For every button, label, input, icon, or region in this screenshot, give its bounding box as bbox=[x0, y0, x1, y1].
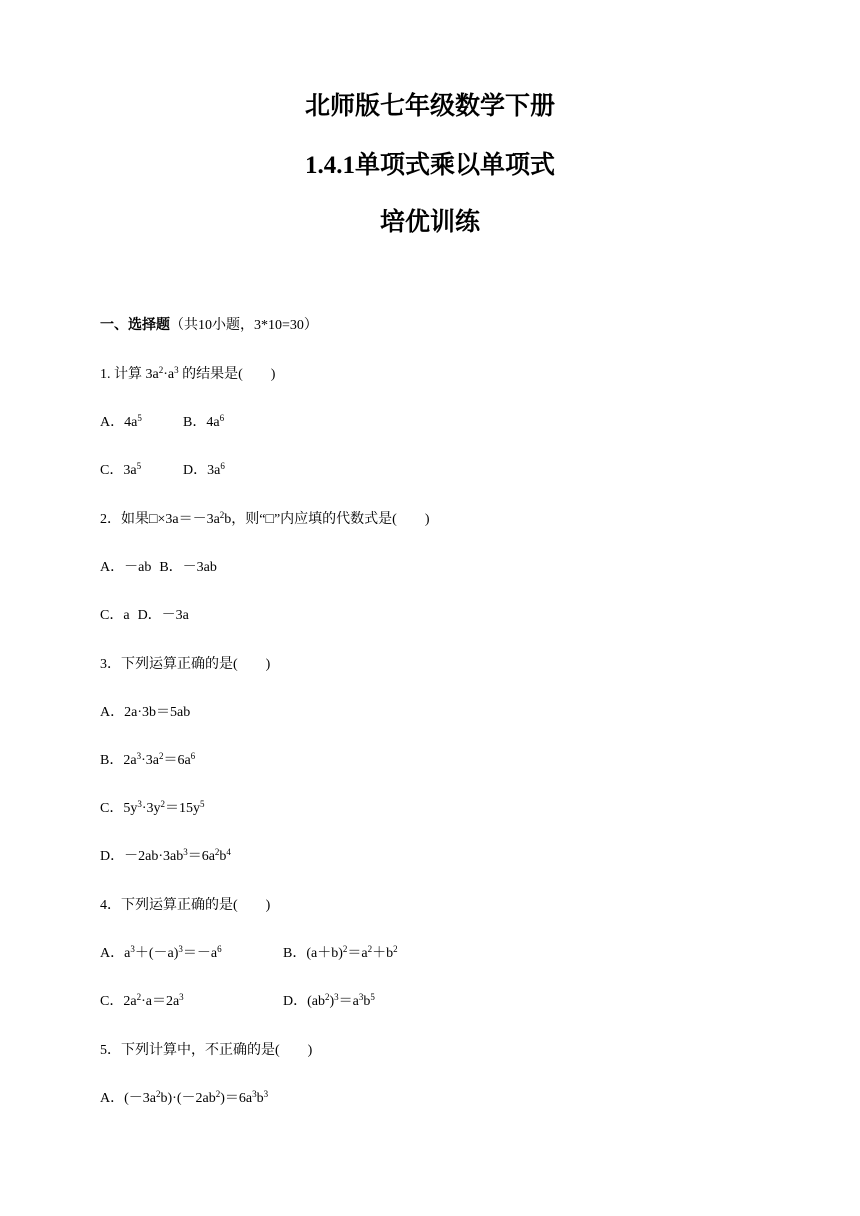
section-title: 一、选择题 bbox=[100, 318, 170, 333]
option-d: D．$(ab^2)^3=a^3b^5$ bbox=[283, 992, 375, 1009]
option-d: D．$3a^6$ bbox=[183, 461, 225, 478]
option-b: B．$(a+b)^2=a^2+b^2$ bbox=[283, 944, 398, 961]
question-3-option-b: B．$2a^3\cdot 3a^2=6a^6$ bbox=[100, 751, 196, 768]
question-3-option-c: C．$5y^3\cdot 3y^2=15y^5$ bbox=[100, 799, 205, 816]
question-5-option-a: A．$(-3a^2b)\cdot(-2ab^2)=6a^3b^3$ bbox=[100, 1089, 269, 1106]
lesson-title: 1.4.1单项式乘以单项式 bbox=[304, 152, 555, 179]
question-3-option-a: A．2a·3b＝5ab bbox=[100, 705, 191, 720]
option-c: C．$3a^5$ bbox=[100, 461, 142, 478]
option-a: A．－ab bbox=[100, 560, 152, 575]
section-note: （共10小题，3*10=30） bbox=[170, 318, 318, 333]
option-a: A．$4a^5$ bbox=[100, 413, 142, 430]
option-a: A．$a^3+(-a)^3=-a^6$ bbox=[100, 944, 222, 961]
question-2-options-row2 bbox=[100, 606, 189, 626]
question-2-stem: 2．如果$□\times 3a=-3a^2b$，则“□”内应填的代数式是( ) bbox=[100, 510, 430, 527]
option-b: B．$4a^6$ bbox=[183, 413, 225, 430]
option-b: B．－3ab bbox=[159, 560, 217, 575]
document-title: 北师版七年级数学下册 bbox=[304, 93, 555, 120]
question-4-options-row1 bbox=[100, 944, 500, 964]
question-3-stem: 3．下列运算正确的是( ) bbox=[100, 657, 271, 672]
option-c: C．a bbox=[100, 608, 130, 623]
question-5-stem: 5．下列计算中，不正确的是( ) bbox=[100, 1043, 313, 1058]
question-3-option-d: D．$-2ab\cdot 3ab^3=6a^2b^4$ bbox=[100, 847, 231, 864]
section-heading bbox=[100, 316, 318, 336]
question-1-options-row2 bbox=[100, 461, 300, 481]
lesson-subtitle: 培优训练 bbox=[379, 209, 480, 236]
option-d: D．－3a bbox=[137, 608, 189, 623]
question-1-options-row1 bbox=[100, 413, 300, 433]
question-4-options-row2 bbox=[100, 992, 500, 1012]
question-2-options-row1 bbox=[100, 558, 217, 578]
question-1-stem: 1. 计算 $3a^2\cdot a^3$ 的结果是( ) bbox=[100, 365, 276, 382]
option-c: C．$2a^2\cdot a=2a^3$ bbox=[100, 992, 184, 1009]
question-4-stem: 4．下列运算正确的是( ) bbox=[100, 898, 271, 913]
